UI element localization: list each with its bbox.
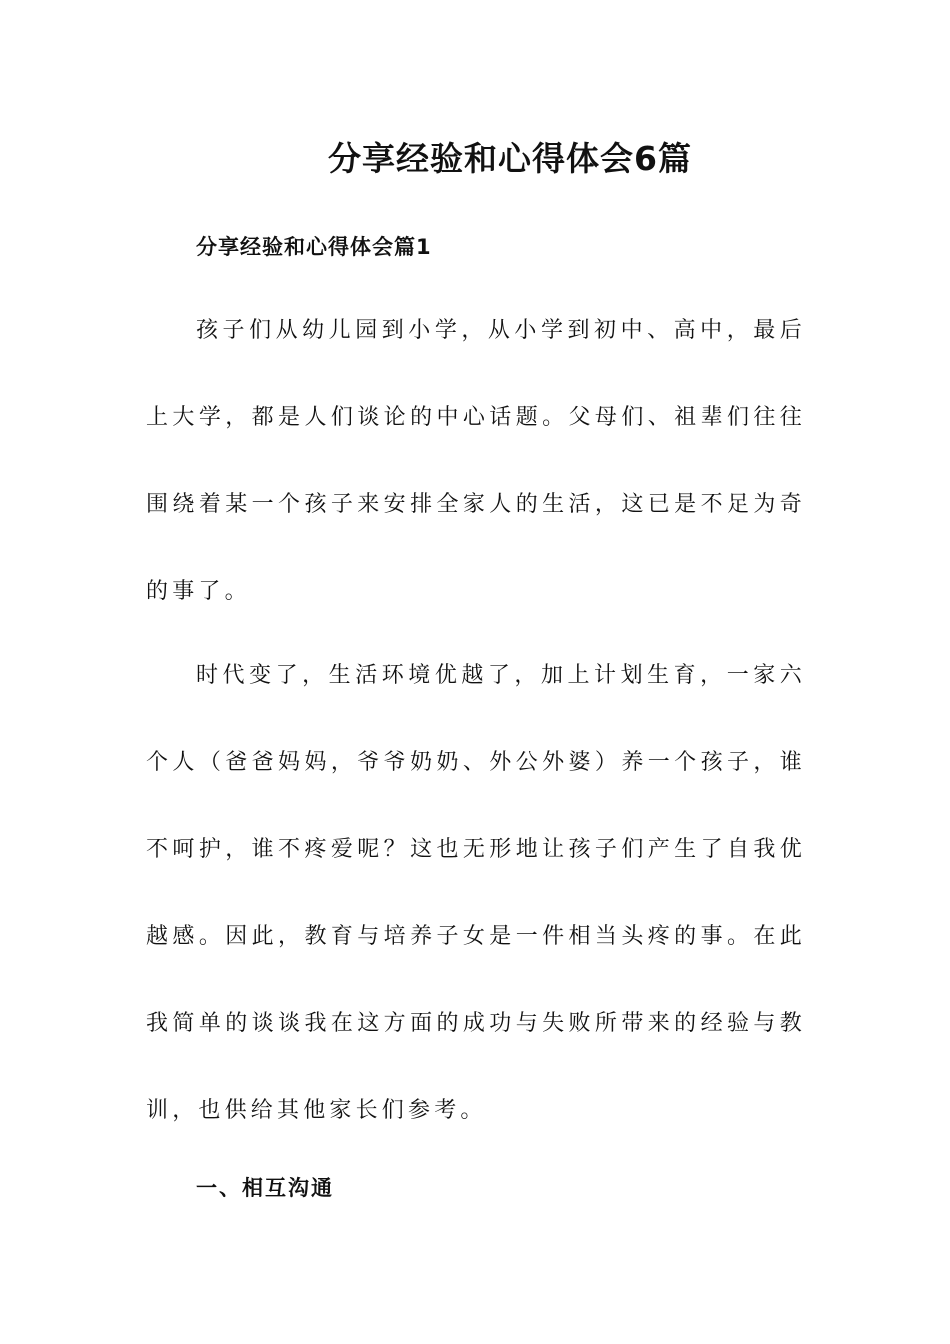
document-title: 分享经验和心得体会6篇 xyxy=(328,139,692,178)
article-subtitle: 分享经验和心得体会篇1 xyxy=(196,235,432,259)
paragraph-2: 时代变了，生活环境优越了，加上计划生育，一家六个人（爸爸妈妈，爷爷奶奶、外公外婆）养一个孩子，谁不呵护，谁不疼爱呢？这也无形地让孩子们产生了自我优越感。因此，教育与培养子女是一件相当头疼的事。在此我简单的谈谈我在这方面的成功与失败所带来的经验与教训，也供给其他家长们参考。 xyxy=(146,663,806,1123)
section-heading: 一、相互沟通 xyxy=(196,1176,334,1200)
paragraph-1: 孩子们从幼儿园到小学，从小学到初中、高中，最后上大学，都是人们谈论的中心话题。父母们、祖辈们往往围绕着某一个孩子来安排全家人的生活，这已是不足为奇的事了。 xyxy=(146,318,806,604)
